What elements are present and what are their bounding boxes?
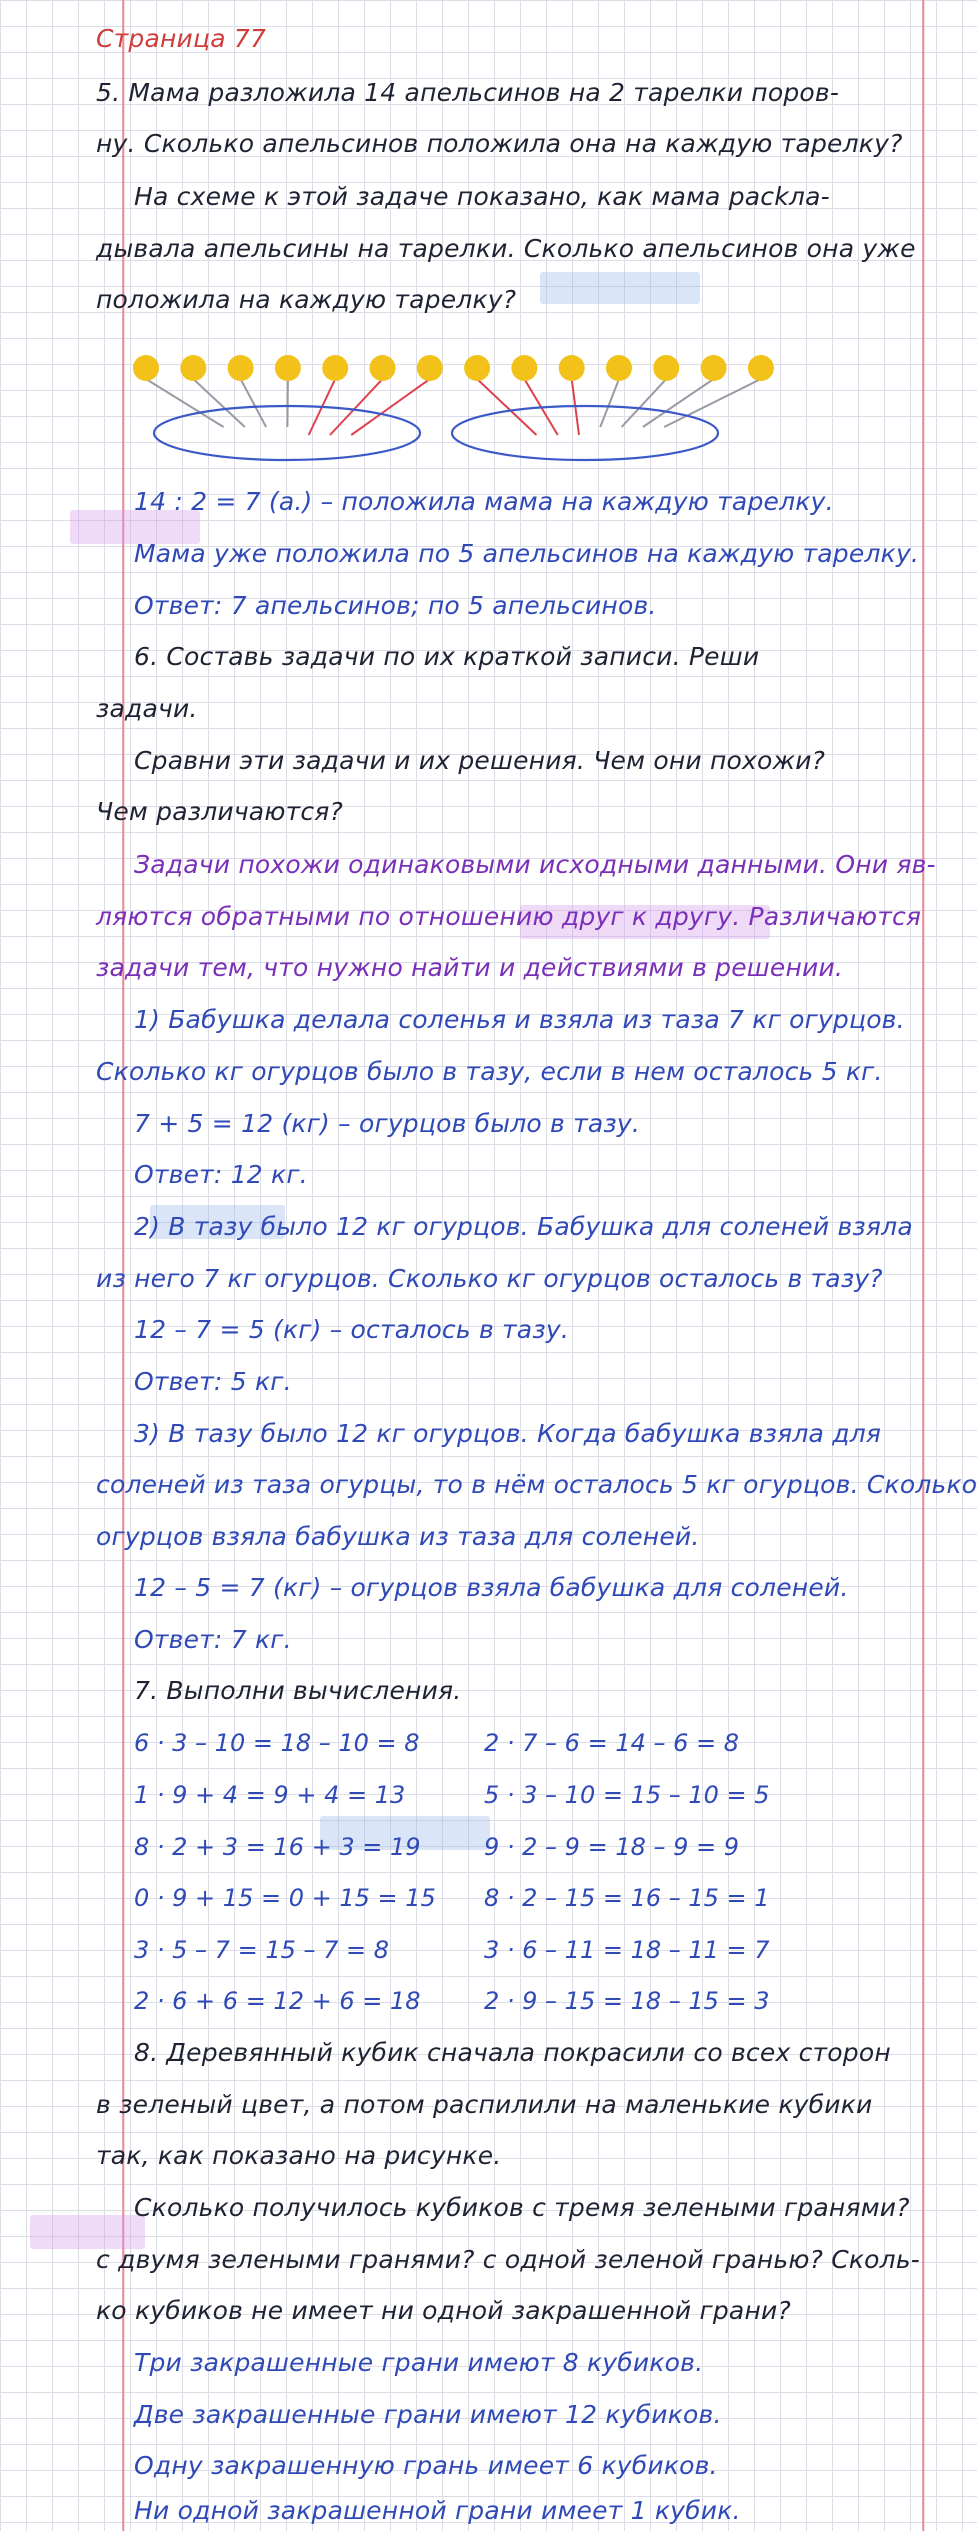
task6-line-4: Чем различаются? [96, 797, 343, 826]
calc-left-3: 8 · 2 + 3 = 16 + 3 = 19 [134, 1833, 421, 1861]
orange-dot [228, 355, 254, 381]
orange-line [241, 379, 267, 427]
orange-line [622, 379, 667, 427]
calc-left-2: 1 · 9 + 4 = 9 + 4 = 13 [134, 1781, 406, 1809]
task7-title: 7. Выполни вычисления. [134, 1676, 462, 1705]
problem2-answer: Ответ: 5 кг. [134, 1367, 292, 1396]
task8-line-6: ко кубиков не имеет ни одной закрашенной грани? [96, 2296, 791, 2325]
task8-line-4: Сколько получилось кубиков с тремя зелеными гранями? [134, 2193, 910, 2222]
page-label: Страница 77 [96, 24, 267, 53]
orange-line [600, 379, 619, 427]
orange-dot [606, 355, 632, 381]
task8-answer-4: Ни одной закрашенной грани имеет 1 кубик. [134, 2496, 741, 2525]
task6-answer-line-3: задачи тем, что нужно найти и действиями в решении. [96, 953, 844, 982]
calc-right-2: 5 · 3 – 10 = 15 – 10 = 5 [484, 1781, 770, 1809]
problem1-solution: 7 + 5 = 12 (кг) – огурцов было в тазу. [134, 1109, 641, 1138]
problem3-text-3: огурцов взяла бабушка из таза для соленей. [96, 1522, 700, 1551]
problem2-text-2: из него 7 кг огурцов. Сколько кг огурцов осталось в тазу? [96, 1264, 883, 1293]
orange-line [193, 379, 245, 427]
problem1-answer: Ответ: 12 кг. [134, 1160, 308, 1189]
orange-dot [559, 355, 585, 381]
problem3-solution: 12 – 5 = 7 (кг) – огурцов взяла бабушка для соленей. [134, 1573, 849, 1602]
task5-line-1: 5. Мама разложила 14 апельсинов на 2 тарелки поров- [96, 78, 840, 107]
problem1-text-1: 1) Бабушка делала соленья и взяла из таза 7 кг огурцов. [134, 1005, 905, 1034]
task8-line-1: 8. Деревянный кубик сначала покрасили со всех сторон [134, 2038, 891, 2067]
task8-answer-3: Одну закрашенную грань имеет 6 кубиков. [134, 2451, 718, 2480]
task5-answer-2: Мама уже положила по 5 апельсинов на каждую тарелку. [134, 539, 920, 568]
task5-answer-3: Ответ: 7 апельсинов; по 5 апельсинов. [134, 591, 657, 620]
oranges-plates-scheme [130, 340, 770, 470]
calc-right-1: 2 · 7 – 6 = 14 – 6 = 8 [484, 1729, 740, 1757]
orange-dot [511, 355, 537, 381]
placed-orange-line [477, 379, 536, 435]
orange-dot [370, 355, 396, 381]
calc-left-6: 2 · 6 + 6 = 12 + 6 = 18 [134, 1987, 421, 2015]
problem1-text-2: Сколько кг огурцов было в тазу, если в нем осталось 5 кг. [96, 1057, 883, 1086]
plate-right [452, 406, 718, 460]
task5-line-4: дывала апельсины на тарелки. Сколько апельсинов она уже [96, 234, 916, 263]
problem3-text-2: соленей из таза огурцы, то в нём осталось 5 кг огурцов. Сколько [96, 1470, 977, 1499]
task8-line-3: так, как показано на рисунке. [96, 2141, 502, 2170]
orange-dot [464, 355, 490, 381]
calc-left-1: 6 · 3 – 10 = 18 – 10 = 8 [134, 1729, 420, 1757]
orange-dot [275, 355, 301, 381]
calc-right-5: 3 · 6 – 11 = 18 – 11 = 7 [484, 1936, 770, 1964]
calc-right-4: 8 · 2 – 15 = 16 – 15 = 1 [484, 1884, 770, 1912]
orange-dot [701, 355, 727, 381]
task8-line-2: в зеленый цвет, а потом распилили на маленькие кубики [96, 2090, 873, 2119]
orange-line [146, 379, 224, 427]
problem3-text-1: 3) В тазу было 12 кг огурцов. Когда бабушка взяла для [134, 1419, 882, 1448]
calc-left-4: 0 · 9 + 15 = 0 + 15 = 15 [134, 1884, 436, 1912]
task8-answer-2: Две закрашенные грани имеют 12 кубиков. [134, 2400, 722, 2429]
problem3-answer: Ответ: 7 кг. [134, 1625, 292, 1654]
orange-dot [180, 355, 206, 381]
orange-dot [322, 355, 348, 381]
calc-left-5: 3 · 5 – 7 = 15 – 7 = 8 [134, 1936, 390, 1964]
task8-line-5: с двумя зелеными гранями? с одной зеленой гранью? Сколь- [96, 2245, 920, 2274]
orange-dot [417, 355, 443, 381]
task6-line-3: Сравни эти задачи и их решения. Чем они похожи? [134, 746, 826, 775]
task6-answer-line-2: ляются обратными по отношению друг к другу. Различаются [96, 902, 922, 931]
task5-answer-1: 14 : 2 = 7 (а.) – положила мама на каждую тарелку. [134, 487, 834, 516]
problem2-solution: 12 – 7 = 5 (кг) – осталось в тазу. [134, 1315, 569, 1344]
problem2-text-1: 2) В тазу было 12 кг огурцов. Бабушка для соленей взяла [134, 1212, 913, 1241]
calc-right-6: 2 · 9 – 15 = 18 – 15 = 3 [484, 1987, 770, 2015]
task8-answer-1: Три закрашенные грани имеют 8 кубиков. [134, 2348, 704, 2377]
task6-answer-line-1: Задачи похожи одинаковыми исходными данными. Они яв- [134, 850, 936, 879]
task5-line-5: положила на каждую тарелку? [96, 285, 517, 314]
task6-line-2: задачи. [96, 694, 198, 723]
orange-dot [133, 355, 159, 381]
orange-dot [653, 355, 679, 381]
orange-dot [748, 355, 774, 381]
calc-right-3: 9 · 2 – 9 = 18 – 9 = 9 [484, 1833, 740, 1861]
task5-line-3: На схеме к этой задаче показано, как мама расkла- [134, 182, 830, 211]
task6-line-1: 6. Составь задачи по их краткой записи. Реши [134, 642, 760, 671]
task5-line-2: ну. Сколько апельсинов положила она на каждую тарелку? [96, 129, 903, 158]
